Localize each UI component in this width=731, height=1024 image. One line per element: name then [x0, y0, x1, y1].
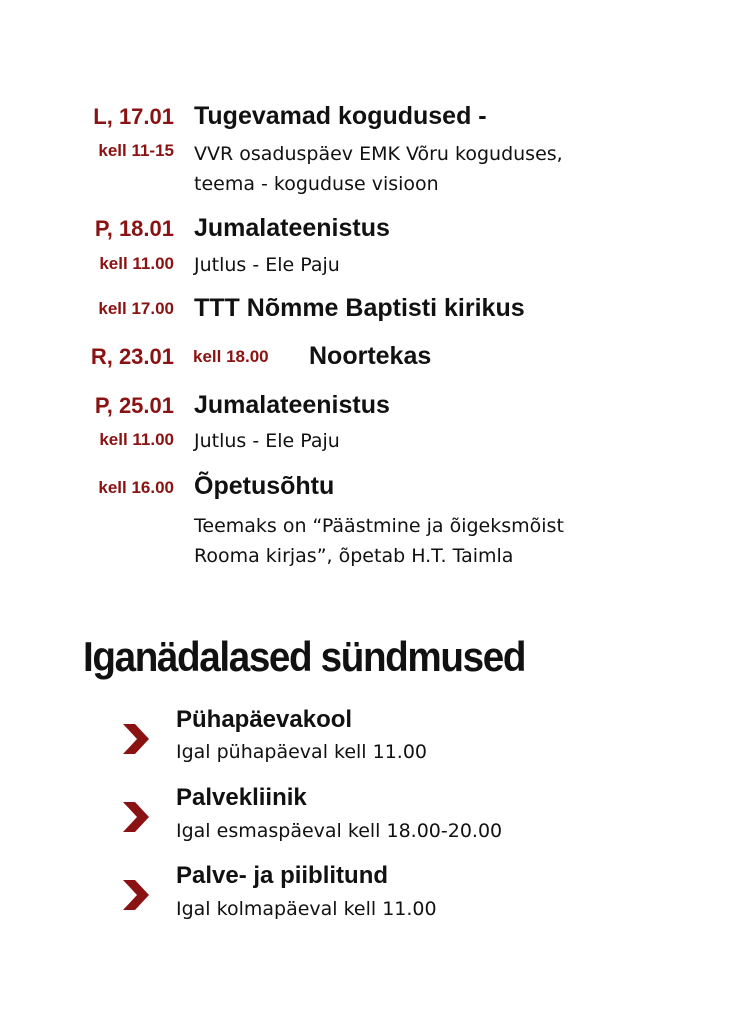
weekly-item-description: Igal kolmapäeval kell 11.00: [176, 898, 437, 920]
event-title: TTT Nõmme Baptisti kirikus: [194, 294, 525, 322]
weekly-item-description: Igal esmaspäeval kell 18.00-20.00: [176, 820, 503, 842]
weekly-item-description: Igal pühapäeval kell 11.00: [176, 741, 428, 763]
event-date: L, 17.01: [93, 104, 174, 129]
weekly-item-title: Pühapäevakool: [176, 706, 353, 733]
event-description: VVR osaduspäev EMK Võru koguduses,: [194, 143, 563, 165]
event-date: P, 25.01: [94, 393, 174, 418]
chevron-right-icon: [121, 800, 151, 834]
event-date: R, 23.01: [90, 344, 174, 369]
event-title: Jumalateenistus: [194, 214, 390, 242]
event-description: Jutlus - Ele Paju: [194, 430, 340, 452]
event-time: kell 11.00: [99, 430, 174, 449]
event-date: P, 18.01: [94, 216, 174, 241]
chevron-right-icon: [121, 878, 151, 912]
weekly-item-title: Palvekliinik: [176, 784, 307, 811]
event-title: Noortekas: [309, 342, 432, 370]
event-time: kell 11-15: [98, 141, 174, 160]
event-title: Tugevamad kogudused -: [194, 102, 487, 130]
event-title: Õpetusõhtu: [194, 472, 335, 500]
event-description: teema - koguduse visioon: [194, 173, 439, 195]
event-description: Jutlus - Ele Paju: [194, 254, 340, 276]
event-description: Teemaks on “Päästmine ja õigeksmõist: [194, 515, 564, 537]
chevron-right-icon: [121, 722, 151, 756]
event-time: kell 18.00: [193, 347, 269, 366]
section-heading: Iganädalased sündmused: [83, 633, 526, 680]
event-description: Rooma kirjas”, õpetab H.T. Taimla: [194, 545, 514, 567]
event-time: kell 11.00: [99, 254, 174, 273]
event-title: Jumalateenistus: [194, 391, 390, 419]
event-time: kell 16.00: [98, 478, 174, 497]
weekly-item-title: Palve- ja piiblitund: [176, 862, 389, 889]
event-time: kell 17.00: [98, 299, 174, 318]
